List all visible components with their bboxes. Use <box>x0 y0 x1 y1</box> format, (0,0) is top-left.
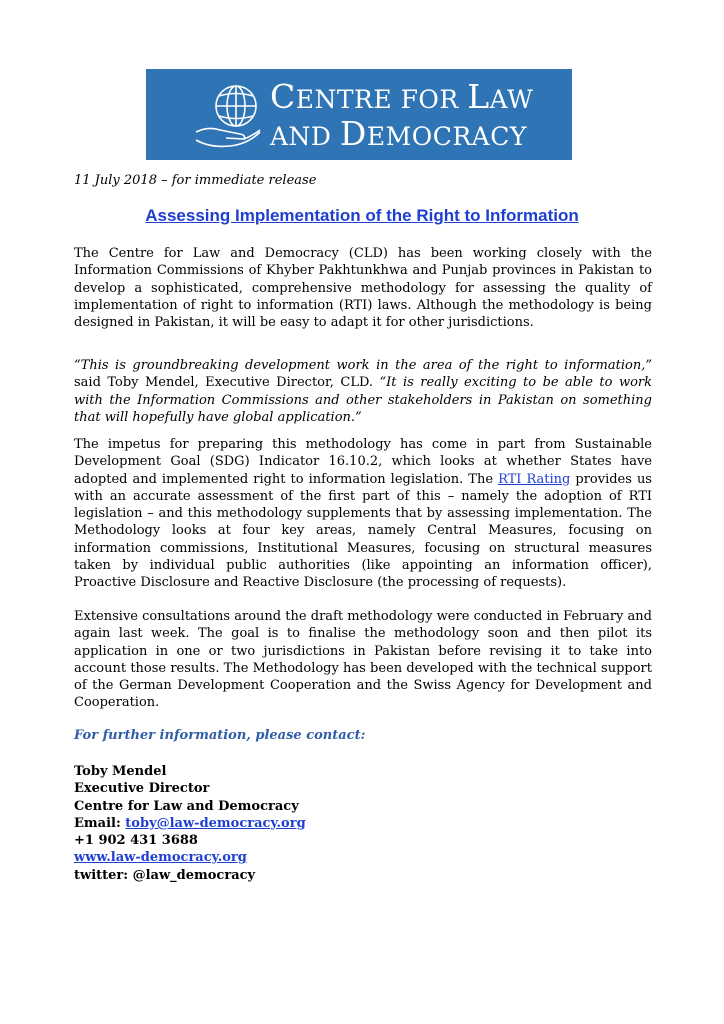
paragraph-1: The Centre for Law and Democracy (CLD) has been working closely with the Information Commissions of Khyber Pakhtunkhwa and Punjab provinces in Pakistan to develop a sophisticated, comprehensive methodology for assessing the quality of implementation of right to information (RTI) laws. Although the methodology is being designed in Pakistan, it will be easy to adapt it for other jurisdictions. <box>74 246 652 331</box>
cld-logo <box>146 69 572 160</box>
contact-block <box>74 763 306 884</box>
logo-text-line2: AND DEMOCRACY <box>270 114 527 153</box>
email-label: Email: <box>74 815 126 831</box>
logo-text-line1: CENTRE FOR LAW <box>270 77 534 116</box>
quote-2: “It is really exciting to be able to work with the Information Commissions and other stakeholders in Pakistan on something that will hopefully have global application.” <box>74 375 652 425</box>
release-dateline: 11 July 2018 – for immediate release <box>74 173 317 188</box>
contact-name: Toby Mendel <box>74 764 167 779</box>
contact-email-line <box>74 815 306 832</box>
contact-org: Centre for Law and Democracy <box>74 798 299 814</box>
quote-1: “This is groundbreaking development work in the area of the right to information,” <box>74 358 652 373</box>
page-title: Assessing Implementation of the Right to Information <box>145 206 579 225</box>
paragraph-4: Extensive consultations around the draft methodology were conducted in February and again last week. The goal is to finalise the methodology soon and then pilot its application in one or two jurisdictions in Pakistan before revising it to take into account those results. The Methodology has been developed with the technical support of the German Development Cooperation and the Swiss Agency for Development and Cooperation. <box>74 609 652 711</box>
rti-rating-link[interactable]: RTI Rating <box>498 471 571 487</box>
paragraph-3: The impetus for preparing this methodology has come in part from Sustainable Development Goal (SDG) Indicator 16.10.2, which looks at whether States have adopted and implemented right to information legislation. The RTI Rating provides us with an accurate assessment of the first part of this – namely the adoption of RTI legislation – and this methodology supplements that by assessing implementation. The Methodology looks at four key areas, namely Central Measures, focusing on information commissions, Institutional Measures, focusing on structural measures taken by individual public authorities (like appointing an information officer), Proactive Disclosure and Reactive Disclosure (the processing of requests). <box>74 437 652 591</box>
email-link[interactable]: toby@law-democracy.org <box>125 815 306 831</box>
contact-heading: For further information, please contact: <box>74 728 366 743</box>
quote-attribution: said Toby Mendel, Executive Director, CLD. <box>74 375 380 391</box>
paragraph-2 <box>74 357 652 426</box>
contact-role: Executive Director <box>74 781 210 797</box>
contact-twitter: twitter: @law_democracy <box>74 867 256 883</box>
website-link[interactable]: www.law-democracy.org <box>74 850 247 866</box>
contact-phone: +1 902 431 3688 <box>74 833 198 849</box>
globe-in-hand-icon <box>190 76 270 154</box>
